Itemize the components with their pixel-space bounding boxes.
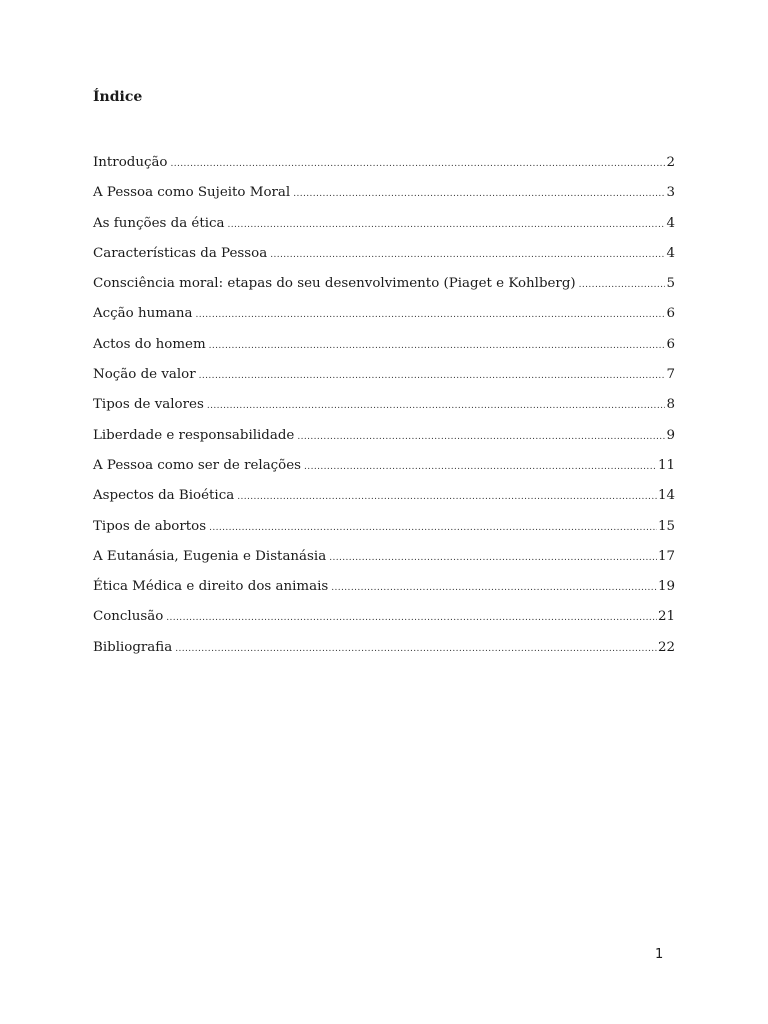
toc-entry-tipos-abortos[interactable] [93,517,675,547]
toc-dot-leader [237,487,657,507]
table-of-contents [93,153,675,668]
toc-entry-tipos-valores[interactable] [93,395,675,425]
toc-entry-page: 14 [657,488,675,504]
toc-entry-page: 4 [666,245,675,261]
toc-entry-page: 9 [666,427,675,443]
toc-entry-liberdade-responsabilidade[interactable] [93,426,675,456]
toc-entry-label: A Pessoa como ser de relações [93,457,302,473]
toc-dot-leader [331,578,657,598]
toc-dot-leader [209,518,657,538]
toc-dot-leader [196,305,666,325]
toc-entry-pessoa-sujeito-moral[interactable] [93,183,675,213]
toc-entry-page: 4 [666,215,675,231]
toc-entry-label: Bibliografia [93,639,173,655]
toc-entry-accao-humana[interactable] [93,304,675,334]
toc-entry-label: Liberdade e responsabilidade [93,427,295,443]
toc-entry-page: 21 [657,609,675,625]
toc-entry-caracteristicas-pessoa[interactable] [93,244,675,274]
toc-dot-leader [207,396,666,416]
toc-entry-label: Introdução [93,155,168,170]
toc-entry-page: 3 [666,185,675,201]
toc-entry-etica-medica[interactable] [93,577,675,607]
toc-entry-label: A Pessoa como Sujeito Moral [93,185,291,201]
toc-entry-label: Tipos de abortos [93,518,207,534]
toc-entry-consciencia-moral[interactable] [93,274,675,304]
toc-entry-label: A Eutanásia, Eugenia e Distanásia [93,548,327,564]
toc-entry-pessoa-relacoes[interactable] [93,456,675,486]
toc-entry-label: Tipos de valores [93,397,204,413]
toc-dot-leader [171,154,666,174]
toc-entry-funcoes-etica[interactable] [93,214,675,244]
toc-dot-leader [175,639,657,659]
toc-dot-leader [270,245,665,265]
toc-entry-page: 6 [666,306,675,322]
toc-dot-leader [209,336,666,356]
toc-title: Índice [93,89,143,105]
toc-dot-leader [228,215,666,235]
toc-entry-introducao[interactable] [93,153,675,183]
toc-entry-page: 15 [657,518,675,534]
toc-entry-page: 7 [666,367,675,383]
toc-dot-leader [293,184,665,204]
toc-entry-label: As funções da ética [93,215,225,231]
toc-entry-conclusao[interactable] [93,607,675,637]
toc-entry-label: Ética Médica e direito dos animais [93,579,329,595]
toc-entry-page: 5 [666,276,675,292]
toc-entry-page: 11 [657,457,675,473]
toc-entry-aspectos-bioetica[interactable] [93,486,675,516]
toc-entry-label: Actos do homem [93,336,206,352]
toc-entry-page: 22 [657,639,675,655]
toc-entry-label: Noção de valor [93,367,196,383]
toc-dot-leader [166,608,657,628]
toc-entry-label: Aspectos da Bioética [93,488,235,504]
toc-dot-leader [199,366,666,386]
toc-entry-page: 8 [666,397,675,413]
toc-entry-page: 6 [666,336,675,352]
toc-dot-leader [579,275,666,295]
toc-entry-label: Conclusão [93,609,164,625]
toc-entry-label: Características da Pessoa [93,245,268,261]
page-number: 1 [655,947,664,962]
toc-entry-label: Consciência moral: etapas do seu desenvolvimento (Piaget e Kohlberg) [93,276,576,292]
toc-dot-leader [297,427,665,447]
toc-entry-page: 2 [666,155,675,170]
toc-entry-nocao-valor[interactable] [93,365,675,395]
toc-entry-eutanasia[interactable] [93,547,675,577]
toc-entry-page: 17 [657,548,675,564]
toc-entry-page: 19 [657,579,675,595]
toc-dot-leader [329,548,657,568]
toc-dot-leader [304,457,657,477]
toc-entry-actos-homem[interactable] [93,335,675,365]
toc-entry-bibliografia[interactable] [93,638,675,668]
toc-entry-label: Acção humana [93,306,193,322]
